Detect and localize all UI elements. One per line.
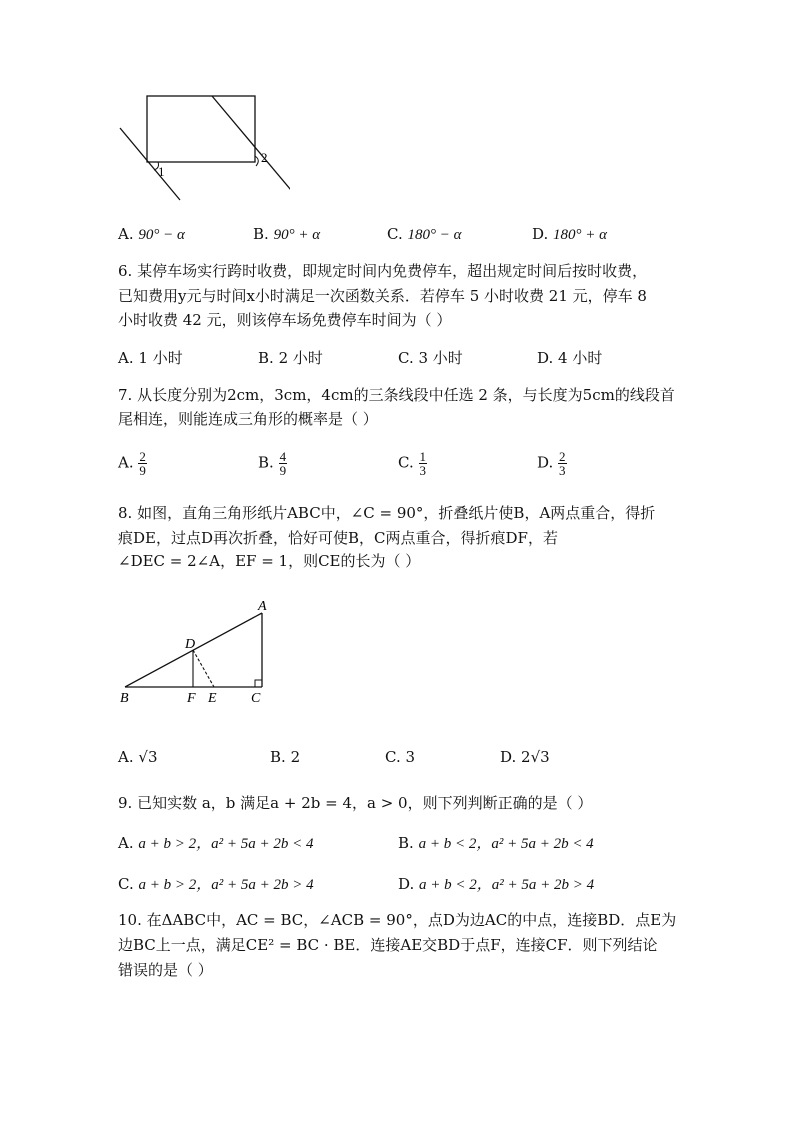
q6-option-c[interactable]: C. 3 小时	[398, 349, 463, 367]
q8-option-d[interactable]: D. 2√3	[500, 748, 550, 766]
parallel-lines-rectangle-figure	[110, 88, 290, 208]
label-d: D	[185, 637, 196, 652]
q9-line-1: 9. 已知实数 a，b 满足a + 2b = 4，a > 0，则下列判断正确的是（ ）	[118, 794, 593, 812]
right-angle-mark	[255, 680, 262, 687]
angle2-label: 2	[261, 150, 268, 165]
q8-line-2: 痕DE，过点D再次折叠，恰好可使B，C两点重合，得折痕DF，若	[118, 529, 558, 547]
q8-line-3: ∠DEC = 2∠A，EF = 1，则CE的长为（ ）	[118, 552, 421, 570]
q6-option-a[interactable]: A. 1 小时	[118, 349, 183, 367]
q6-option-b[interactable]: B. 2 小时	[258, 349, 323, 367]
label-c: C	[251, 691, 261, 706]
q10-line-1: 10. 在ΔABC中，AC = BC，∠ACB = 90°，点D为边AC的中点，连接BD．点E为	[118, 911, 677, 929]
fraction: $\frac{1}{3}$	[419, 449, 426, 478]
q8-option-c[interactable]: C. 3	[385, 748, 416, 766]
label-e: E	[208, 691, 217, 706]
q8-option-a[interactable]: A. √3	[118, 748, 158, 766]
q6-line-2: 已知费用y元与时间x小时满足一次函数关系．若停车 5 小时收费 21 元，停车 8	[118, 287, 647, 305]
segment-de	[193, 650, 214, 687]
q7-line-2: 尾相连，则能连成三角形的概率是（ ）	[118, 410, 378, 428]
fraction: $\frac{2}{9}$	[139, 449, 146, 478]
q10-line-3: 错误的是（ ）	[118, 961, 213, 979]
q7-option-a[interactable]: A. $\frac{2}{9}$	[118, 449, 146, 478]
right-triangle-figure	[110, 595, 285, 710]
q5-option-a[interactable]: A. 90° − α	[118, 225, 185, 243]
q5-option-d[interactable]: D. 180° + α	[532, 225, 608, 243]
q10-line-2: 边BC上一点，满足CE² = BC · BE．连接AE交BD于点F，连接CF．则下列结论	[118, 936, 658, 954]
q8-line-1: 8. 如图，直角三角形纸片ABC中，∠C = 90°，折叠纸片使B，A两点重合，得折	[118, 504, 656, 522]
q7-line-1: 7. 从长度分别为2cm，3cm，4cm的三条线段中任选 2 条，与长度为5cm的线段首	[118, 386, 675, 404]
q6-line-1: 6. 某停车场实行跨时收费，即规定时间内免费停车，超出规定时间后按时收费，	[118, 262, 648, 280]
q5-option-c[interactable]: C. 180° − α	[387, 225, 462, 243]
q7-option-b[interactable]: B. $\frac{4}{9}$	[258, 449, 287, 478]
label-b: B	[120, 691, 129, 706]
label-a: A	[258, 599, 267, 614]
parallel-line-left	[120, 128, 180, 200]
q8-option-b[interactable]: B. 2	[270, 748, 301, 766]
rectangle	[147, 96, 255, 162]
q9-option-b[interactable]: B. a + b < 2，a² + 5a + 2b < 4	[398, 834, 594, 852]
label-f: F	[187, 691, 196, 706]
q9-option-a[interactable]: A. a + b > 2，a² + 5a + 2b < 4	[118, 834, 314, 852]
q5-option-b[interactable]: B. 90° + α	[253, 225, 321, 243]
fraction: $\frac{4}{9}$	[279, 449, 287, 478]
q6-line-3: 小时收费 42 元，则该停车场免费停车时间为（ ）	[118, 311, 452, 329]
q6-option-d[interactable]: D. 4 小时	[537, 349, 603, 367]
q7-option-c[interactable]: C. $\frac{1}{3}$	[398, 449, 426, 478]
q9-option-c[interactable]: C. a + b > 2，a² + 5a + 2b > 4	[118, 875, 314, 893]
q7-option-d[interactable]: D. $\frac{2}{3}$	[537, 449, 566, 478]
q9-option-d[interactable]: D. a + b < 2，a² + 5a + 2b > 4	[398, 875, 595, 893]
angle1-label: 1	[158, 164, 165, 179]
parallel-line-right	[212, 96, 290, 196]
fraction: $\frac{2}{3}$	[559, 449, 566, 478]
